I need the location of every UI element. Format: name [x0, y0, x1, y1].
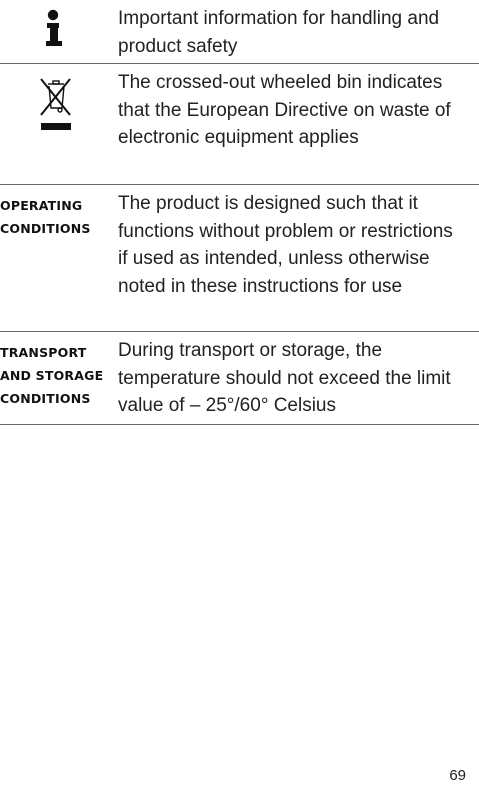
- divider: [0, 63, 479, 64]
- operating-conditions-description: The product is designed such that it functions without problem or restrictions if used as intended, unless otherwise noted in these instructions for use: [118, 193, 453, 297]
- info-icon: [41, 9, 69, 49]
- divider: [0, 424, 479, 425]
- weee-description: The crossed-out wheeled bin indicates that the European Directive on waste of electronic equipment applies: [118, 72, 451, 148]
- page-number: 69: [449, 767, 466, 784]
- divider: [0, 184, 479, 185]
- crossed-out-wheeled-bin-icon: [38, 75, 74, 133]
- transport-storage-label: TRANSPORT AND STORAGE CONDITIONS: [0, 345, 104, 406]
- transport-storage-description: During transport or storage, the temperature should not exceed the limit value of – 25°/60° Celsius: [118, 340, 451, 416]
- divider: [0, 331, 479, 332]
- operating-conditions-label: OPERATING CONDITIONS: [0, 198, 91, 236]
- info-description: Important information for handling and product safety: [118, 8, 440, 57]
